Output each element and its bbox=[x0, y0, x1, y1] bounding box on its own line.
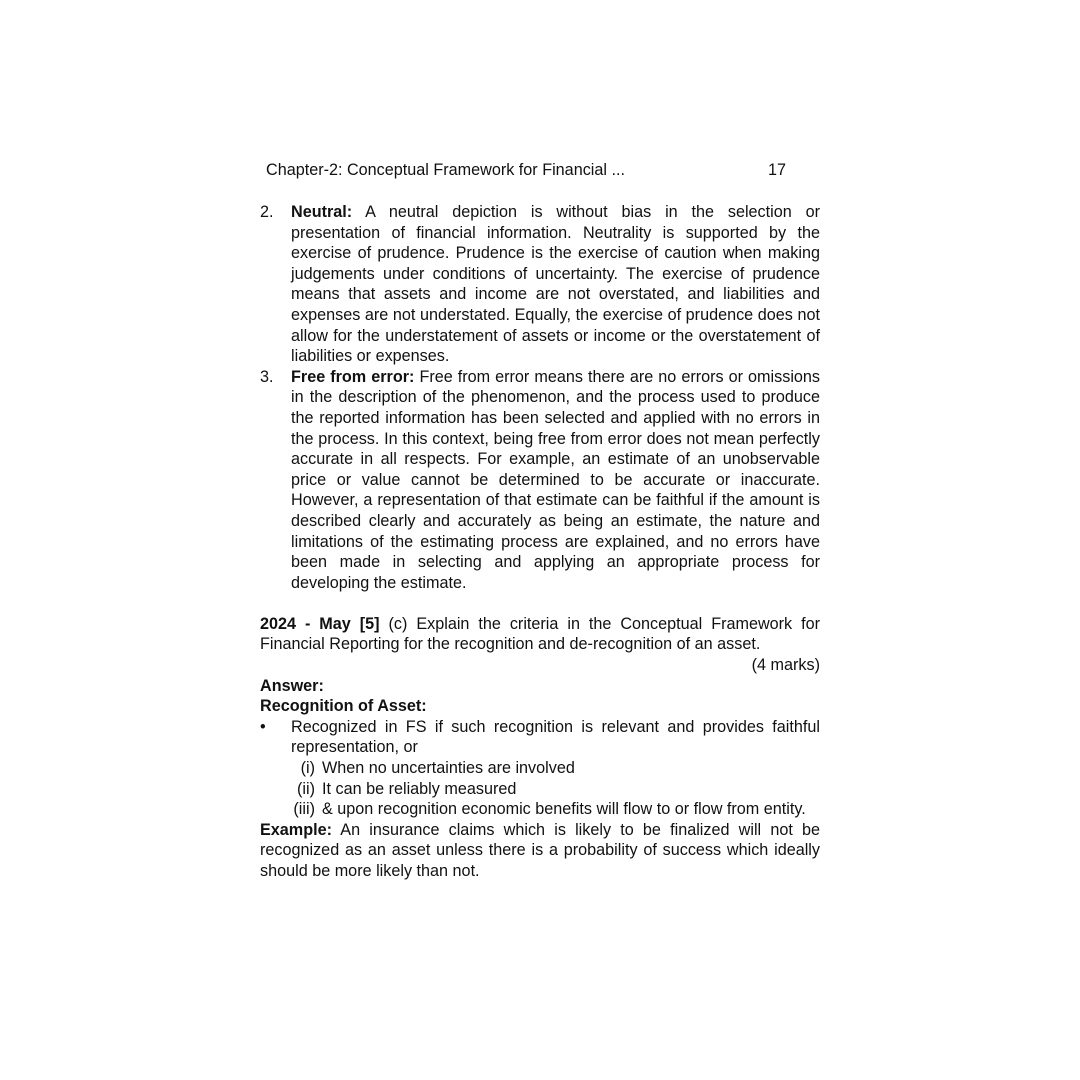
question-marks: (4 marks) bbox=[751, 656, 820, 675]
bullet-text: Recognized in FS if such recognition is relevant and provides faithful representation, or bbox=[291, 717, 820, 757]
answer-heading: Recognition of Asset: bbox=[260, 697, 427, 716]
item-number: 3. bbox=[260, 367, 274, 386]
question-ref: 2024 - May [5] bbox=[260, 614, 380, 633]
sub-list-item bbox=[291, 779, 820, 800]
question bbox=[260, 614, 820, 655]
sub-item-text: It can be reliably measured bbox=[322, 779, 517, 798]
example-label: Example: bbox=[260, 820, 332, 839]
item-text: Free from error means there are no errors or omissions in the description of the phenomenon, and the process used to produce the reported information has been selected and applied with no errors in the process. In this context, being free from error does not mean perfectly accurate in all respects. For example, an estimate of an unobservable price or value cannot be determined to be accurate or inaccurate. However, a representation of that estimate can be faithful if the amount is described clearly and accurately as being an estimate, the nature and limitations of the estimating process are explained, and no errors have been made in selecting and applying an appropriate process for developing the estimate. bbox=[291, 367, 821, 592]
item-term: Neutral: bbox=[291, 203, 353, 221]
item-number: 2. bbox=[260, 203, 274, 221]
book-page bbox=[260, 160, 820, 882]
bullet-item bbox=[260, 717, 820, 758]
spacer bbox=[260, 593, 820, 614]
example-text: An insurance claims which is likely to be finalized will not be recognized as an asset unless there is a probability of success which ideally should be more likely than not. bbox=[260, 820, 821, 880]
example bbox=[260, 820, 820, 882]
chapter-title: Chapter-2: Conceptual Framework for Financial ... bbox=[266, 161, 625, 179]
item-term: Free from error: bbox=[291, 367, 415, 386]
sub-item-text: When no uncertainties are involved bbox=[322, 759, 575, 778]
sub-list-item bbox=[291, 799, 820, 820]
sub-item-text: & upon recognition economic benefits will flow to or flow from entity. bbox=[322, 800, 806, 819]
page-number: 17 bbox=[768, 161, 787, 179]
roman-numeral: (ii) bbox=[297, 779, 315, 798]
item-text: A neutral depiction is without bias in the selection or presentation of financial information. Neutrality is supported by the exercise of prudence. Prudence is the exercise of caution when making judgements under conditions of uncertainty. The exercise of prudence means that assets and income are not overstated, and liabilities and expenses are not understated. Equally, the exercise of prudence does not allow for the understatement of assets or income or the overstatement of liabilities or expenses. bbox=[291, 203, 820, 366]
list-item-neutral bbox=[260, 202, 820, 367]
question-text: (c) Explain the criteria in the Conceptual Framework for Financial Reporting for the recognition and de-recognition of an asset. bbox=[260, 614, 820, 654]
list-item-free-from-error bbox=[260, 367, 820, 594]
roman-numeral: (i) bbox=[300, 759, 315, 778]
sub-list bbox=[291, 758, 820, 820]
sub-list-item bbox=[291, 758, 820, 779]
page-header bbox=[266, 160, 820, 182]
answer-label: Answer: bbox=[260, 676, 324, 695]
roman-numeral: (iii) bbox=[293, 800, 315, 819]
bullet-marker: • bbox=[260, 717, 266, 736]
